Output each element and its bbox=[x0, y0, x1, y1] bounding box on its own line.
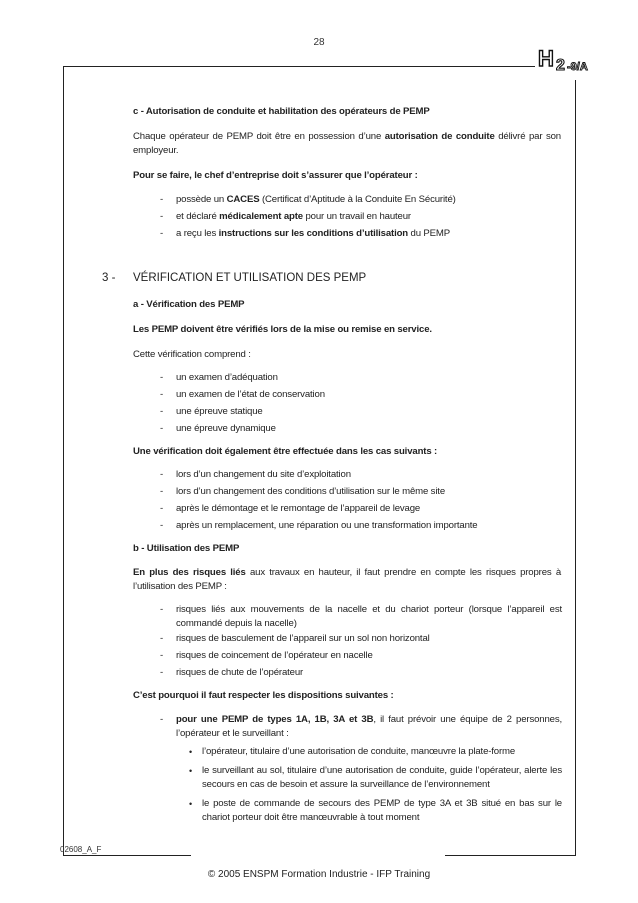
list-item: une épreuve statique bbox=[176, 406, 263, 417]
list-dash: - bbox=[160, 469, 164, 480]
header-rule bbox=[63, 66, 535, 67]
list-item: lors d’un changement du site d’exploitation bbox=[176, 469, 351, 480]
list-dash: - bbox=[160, 228, 164, 239]
right-margin-rule bbox=[575, 80, 576, 856]
list-item: et déclaré médicalement apte pour un travail en hauteur bbox=[176, 211, 411, 222]
svg-text:-9/A: -9/A bbox=[567, 61, 588, 73]
section-3-number: 3 - bbox=[102, 272, 116, 284]
document-code: 02608_A_F bbox=[60, 845, 102, 854]
sub-a-title: a - Vérification des PEMP bbox=[133, 299, 245, 310]
page-number: 28 bbox=[313, 37, 325, 48]
list-dash: - bbox=[160, 372, 164, 383]
list-dash: - bbox=[160, 604, 164, 615]
list-dash: - bbox=[160, 423, 164, 434]
copyright: © 2005 ENSPM Formation Industrie - IFP Training bbox=[207, 869, 431, 880]
list-item: un examen de l’état de conservation bbox=[176, 389, 325, 400]
sub-b-title: b - Utilisation des PEMP bbox=[133, 543, 240, 554]
list-item: après le démontage et le remontage de l’appareil de levage bbox=[176, 503, 421, 514]
list-dash: - bbox=[160, 389, 164, 400]
list-item: lors d’un changement des conditions d’utilisation sur le même site bbox=[176, 486, 445, 497]
section-3-title: VÉRIFICATION ET UTILISATION DES PEMP bbox=[133, 272, 367, 284]
list-dash: - bbox=[160, 714, 164, 725]
sub-b-lead: C’est pourquoi il faut respecter les dispositions suivantes : bbox=[133, 690, 394, 701]
svg-text:H: H bbox=[538, 46, 554, 71]
footer-rule-left bbox=[63, 855, 191, 856]
bullet-dot: • bbox=[189, 747, 193, 757]
svg-text:2: 2 bbox=[556, 57, 565, 74]
list-item: risques de basculement de l’appareil sur un sol non horizontal bbox=[176, 633, 430, 644]
bullet-dot: • bbox=[189, 766, 193, 776]
list-dash: - bbox=[160, 667, 164, 678]
bullet-item: le poste de commande de secours des PEMP de type 3A et 3B situé en bas sur le chariot porteur doit être manœuvrable à tout moment bbox=[202, 798, 562, 823]
section-c-lead: Pour se faire, le chef d’entreprise doit s’assurer que l’opérateur : bbox=[133, 170, 418, 181]
sub-a-statement: Les PEMP doivent être vérifiés lors de la mise ou remise en service. bbox=[133, 324, 432, 335]
left-margin-rule bbox=[63, 66, 64, 856]
list-dash: - bbox=[160, 486, 164, 497]
list-dash: - bbox=[160, 406, 164, 417]
bullet-item: l’opérateur, titulaire d’une autorisation de conduite, manœuvre la plate-forme bbox=[202, 746, 516, 757]
list-dash: - bbox=[160, 520, 164, 531]
sub-b-paragraph: En plus des risques liés aux travaux en hauteur, il faut prendre en compte les risques propres à l’utilisation des PEMP : bbox=[133, 567, 561, 592]
list-dash: - bbox=[160, 633, 164, 644]
footer-rule-right bbox=[445, 855, 575, 856]
list-item: a reçu les instructions sur les conditions d’utilisation du PEMP bbox=[176, 228, 451, 239]
list-item: pour une PEMP de types 1A, 1B, 3A et 3B, il faut prévoir une équipe de 2 personnes, l’opérateur et le surveillant : bbox=[176, 714, 562, 739]
section-c-paragraph: Chaque opérateur de PEMP doit être en possession d’une autorisation de conduite délivré par son employeur. bbox=[133, 131, 561, 156]
list-dash: - bbox=[160, 503, 164, 514]
document-logo bbox=[536, 44, 616, 74]
list-item: un examen d’adéquation bbox=[176, 372, 278, 383]
bullet-dot: • bbox=[189, 799, 193, 809]
list-item: une épreuve dynamique bbox=[176, 423, 276, 434]
list-dash: - bbox=[160, 211, 164, 222]
list-item: risques de coincement de l’opérateur en nacelle bbox=[176, 650, 373, 661]
sub-a-lead2: Une vérification doit également être effectuée dans les cas suivants : bbox=[133, 446, 438, 457]
list-dash: - bbox=[160, 194, 164, 205]
list-item: après un remplacement, une réparation ou une transformation importante bbox=[176, 520, 478, 531]
list-item: risques liés aux mouvements de la nacelle et du chariot porteur (lorsque l’appareil est commandé depuis la nacelle) bbox=[176, 604, 562, 629]
section-c-title: c - Autorisation de conduite et habilitation des opérateurs de PEMP bbox=[133, 106, 430, 117]
list-item: possède un CACES (Certificat d’Aptitude à la Conduite En Sécurité) bbox=[176, 194, 456, 205]
bullet-item: le surveillant au sol, titulaire d’une autorisation de conduite, guide l’opérateur, alerte les secours en cas de besoin et assure la surveillance de l’environnement bbox=[202, 765, 562, 790]
list-item: risques de chute de l’opérateur bbox=[176, 667, 304, 678]
sub-a-intro: Cette vérification comprend : bbox=[133, 349, 251, 360]
list-dash: - bbox=[160, 650, 164, 661]
